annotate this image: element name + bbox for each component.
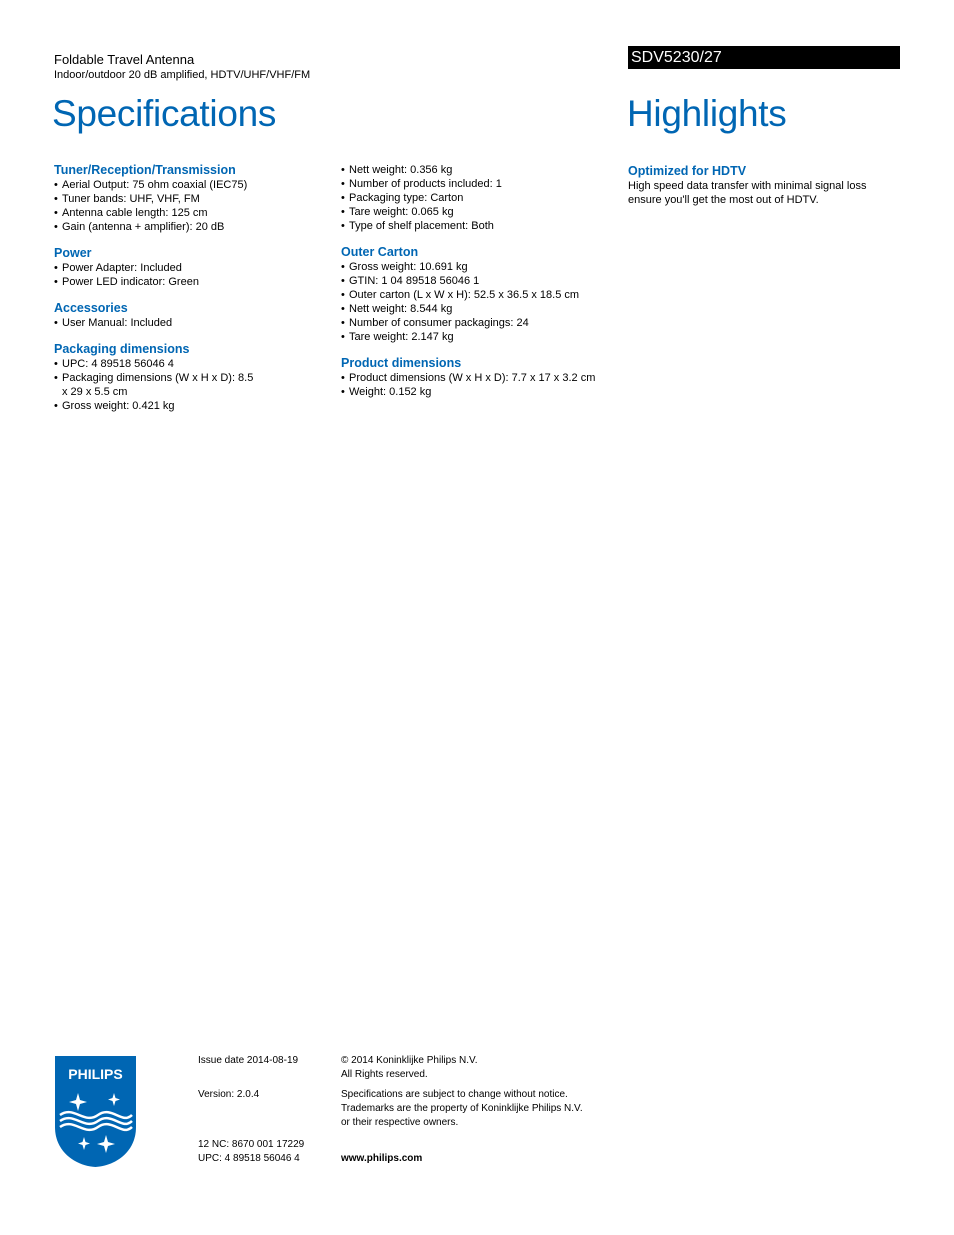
spec-section-packaging-continued [341,163,631,233]
copyright-line-1: © 2014 Koninklijke Philips N.V. [341,1055,478,1066]
spec-section-tuner [54,163,344,234]
spec-item: • Antenna cable length: 125 cm [54,206,344,220]
spec-section-title: Product dimensions [341,356,462,370]
logo-wordmark: PHILIPS [68,1066,123,1082]
spec-item: • User Manual: Included [54,316,344,330]
spec-section-title: Outer Carton [341,245,419,259]
spec-item: • Gross weight: 0.421 kg [54,399,254,413]
notice-line-1: Specifications are subject to change without notice. [341,1089,568,1100]
spec-item: • Gross weight: 10.691 kg [341,260,631,274]
spec-item: • Nett weight: 0.356 kg [341,163,631,177]
spec-section-power [54,246,344,289]
spec-section-product-dimensions [341,356,631,399]
product-subtitle: Indoor/outdoor 20 dB amplified, HDTV/UHF/VHF/FM [54,69,311,81]
spec-item: • Aerial Output: 75 ohm coaxial (IEC75) [54,178,344,192]
copyright-line-2: All Rights reserved. [341,1069,428,1080]
product-name: Foldable Travel Antenna [54,52,195,67]
philips-shield-icon [54,1055,137,1168]
highlights-column [628,164,898,207]
spec-section-packaging [54,342,344,413]
spec-section-outer-carton [341,245,631,344]
notice-line-3: or their respective owners. [341,1117,459,1128]
specifications-heading: Specifications [52,93,277,134]
upc-code: UPC: 4 89518 56046 4 [198,1153,300,1164]
product-codes [198,1138,304,1166]
spec-item: • Number of consumer packagings: 24 [341,316,631,330]
philips-shield-logo [54,1055,137,1168]
spec-section-title: Power [54,246,92,260]
spec-item: • Weight: 0.152 kg [341,385,631,399]
spec-item: • Product dimensions (W x H x D): 7.7 x 17 x 3.2 cm [341,371,631,385]
spec-section-title: Packaging dimensions [54,342,190,356]
spec-section-accessories [54,301,344,330]
spec-item: • Tuner bands: UHF, VHF, FM [54,192,344,206]
spec-item: • Packaging dimensions (W x H x D): 8.5 x 29 x 5.5 cm [54,371,254,399]
spec-item: • Power LED indicator: Green [54,275,344,289]
spec-item: • Gain (antenna + amplifier): 20 dB [54,220,344,234]
website-link[interactable]: www.philips.com [341,1153,423,1164]
specs-column-2 [341,163,631,411]
version: Version: 2.0.4 [198,1089,260,1100]
spec-item: • GTIN: 1 04 89518 56046 1 [341,274,631,288]
spec-item: • Power Adapter: Included [54,261,344,275]
spec-item: • Type of shelf placement: Both [341,219,631,233]
highlight-title: Optimized for HDTV [628,164,747,178]
model-number-bar: SDV5230/27 [628,46,900,69]
spec-item: • Tare weight: 2.147 kg [341,330,631,344]
spec-item: • Number of products included: 1 [341,177,631,191]
issue-date: Issue date 2014-08-19 [198,1055,299,1066]
highlights-heading: Highlights [627,93,787,134]
spec-section-title: Tuner/Reception/Transmission [54,163,236,177]
spec-item: • UPC: 4 89518 56046 4 [54,357,254,371]
notice-line-2: Trademarks are the property of Koninklijke Philips N.V. [341,1103,583,1114]
spec-item: • Tare weight: 0.065 kg [341,205,631,219]
nc-code: 12 NC: 8670 001 17229 [198,1139,305,1150]
spec-item: • Nett weight: 8.544 kg [341,302,631,316]
legal-notice [341,1088,621,1130]
spec-item: • Packaging type: Carton [341,191,631,205]
spec-item: • Outer carton (L x W x H): 52.5 x 36.5 x 18.5 cm [341,288,631,302]
spec-section-title: Accessories [54,301,128,315]
copyright [341,1054,621,1082]
highlight-text: High speed data transfer with minimal signal loss ensure you'll get the most out of HDTV. [628,180,867,206]
specs-column-1 [54,163,344,425]
